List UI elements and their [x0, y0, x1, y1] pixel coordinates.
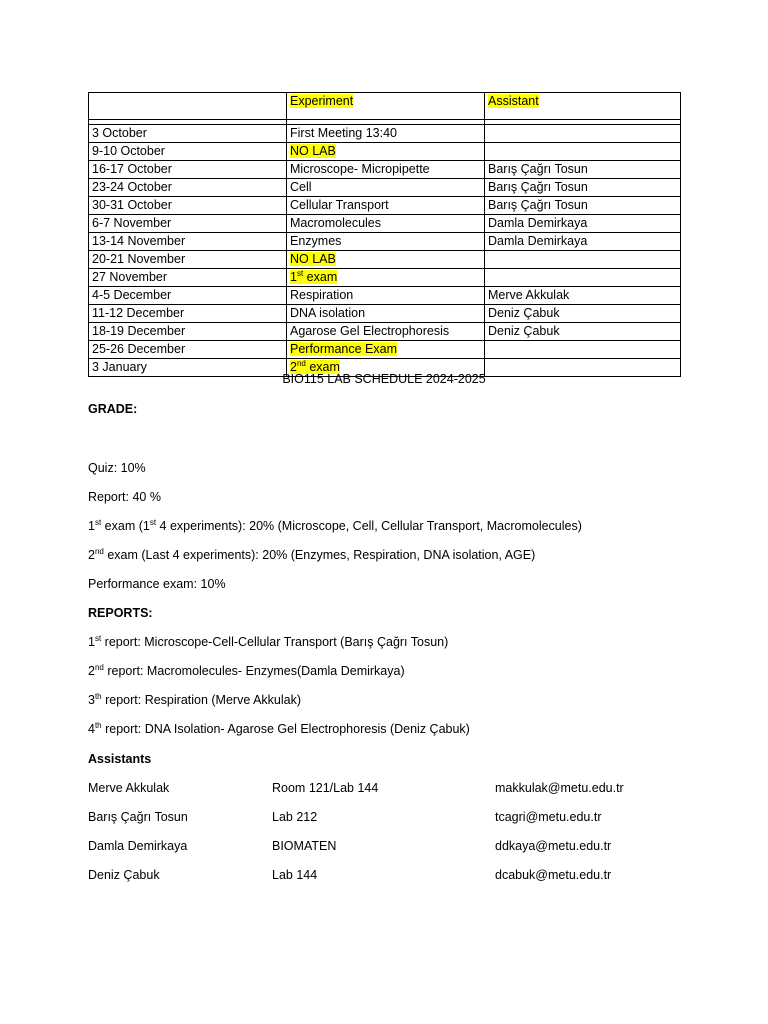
report-item: 4th report: DNA Isolation- Agarose Gel Electrophoresis (Deniz Çabuk) [88, 720, 470, 736]
row-date: 25-26 December [89, 341, 287, 359]
table-caption: BIO115 LAB SCHEDULE 2024-2025 [282, 372, 486, 386]
row-date: 9-10 October [89, 143, 287, 161]
row-experiment: Microscope- Micropipette [287, 161, 485, 179]
row-experiment: Enzymes [287, 233, 485, 251]
assistant-email: makkulak@metu.edu.tr [495, 781, 624, 795]
row-experiment: Cell [287, 179, 485, 197]
row-experiment: NO LAB [287, 251, 485, 269]
table-row [89, 179, 681, 197]
row-date: 3 January [89, 359, 287, 377]
row-date: 27 November [89, 269, 287, 287]
table-row [89, 341, 681, 359]
table-row [89, 251, 681, 269]
report-item: 3th report: Respiration (Merve Akkulak) [88, 691, 302, 707]
assistants-heading: Assistants [88, 752, 152, 766]
table-row [89, 323, 681, 341]
table-row [89, 215, 681, 233]
row-assistant [485, 251, 681, 269]
header-assistant: Assistant [485, 93, 681, 120]
row-date: 16-17 October [89, 161, 287, 179]
row-experiment: 1st exam [287, 269, 485, 287]
grade-exam2: 2nd exam (Last 4 experiments): 20% (Enzymes, Respiration, DNA isolation, AGE) [88, 546, 536, 562]
row-date: 6-7 November [89, 215, 287, 233]
row-experiment: DNA isolation [287, 305, 485, 323]
row-assistant: Damla Demirkaya [485, 215, 681, 233]
grade-exam1: 1st exam (1st 4 experiments): 20% (Microscope, Cell, Cellular Transport, Macromolecules) [88, 517, 582, 533]
row-date: 3 October [89, 125, 287, 143]
table-row [89, 143, 681, 161]
row-assistant: Damla Demirkaya [485, 233, 681, 251]
row-experiment: Macromolecules [287, 215, 485, 233]
row-assistant [485, 125, 681, 143]
grade-quiz: Quiz: 10% [88, 461, 146, 475]
row-date: 30-31 October [89, 197, 287, 215]
row-date: 20-21 November [89, 251, 287, 269]
row-assistant [485, 143, 681, 161]
assistant-name: Merve Akkulak [88, 781, 170, 795]
grade-performance: Performance exam: 10% [88, 577, 226, 591]
lab-schedule-table [88, 92, 681, 377]
assistant-name: Damla Demirkaya [88, 839, 188, 853]
grade-heading: GRADE: [88, 402, 138, 416]
row-date: 18-19 December [89, 323, 287, 341]
row-date: 4-5 December [89, 287, 287, 305]
row-experiment: Performance Exam [287, 341, 485, 359]
assistant-email: dcabuk@metu.edu.tr [495, 868, 612, 882]
header-experiment: Experiment [287, 93, 485, 120]
table-row [89, 161, 681, 179]
grade-report: Report: 40 % [88, 490, 161, 504]
row-assistant [485, 269, 681, 287]
row-experiment: NO LAB [287, 143, 485, 161]
table-row [89, 197, 681, 215]
assistant-room: BIOMATEN [272, 839, 337, 853]
row-date: 23-24 October [89, 179, 287, 197]
row-assistant: Merve Akkulak [485, 287, 681, 305]
assistant-room: Room 121/Lab 144 [272, 781, 379, 795]
row-experiment: Agarose Gel Electrophoresis [287, 323, 485, 341]
assistant-room: Lab 212 [272, 810, 318, 824]
assistant-email: tcagri@metu.edu.tr [495, 810, 602, 824]
assistant-name: Barış Çağrı Tosun [88, 810, 188, 824]
table-header-row [89, 93, 681, 120]
row-assistant: Deniz Çabuk [485, 323, 681, 341]
report-item: 2nd report: Macromolecules- Enzymes(Damla Demirkaya) [88, 662, 405, 678]
row-assistant: Barış Çağrı Tosun [485, 161, 681, 179]
row-assistant: Deniz Çabuk [485, 305, 681, 323]
row-experiment: First Meeting 13:40 [287, 125, 485, 143]
assistant-email: ddkaya@metu.edu.tr [495, 839, 612, 853]
row-assistant [485, 341, 681, 359]
row-date: 11-12 December [89, 305, 287, 323]
table-row [89, 269, 681, 287]
assistant-room: Lab 144 [272, 868, 318, 882]
table-row [89, 233, 681, 251]
row-assistant: Barış Çağrı Tosun [485, 197, 681, 215]
assistant-name: Deniz Çabuk [88, 868, 160, 882]
reports-heading: REPORTS: [88, 606, 153, 620]
header-date [89, 93, 287, 120]
table-row [89, 125, 681, 143]
row-experiment: Respiration [287, 287, 485, 305]
row-experiment: 2nd exam [287, 359, 485, 377]
row-date: 13-14 November [89, 233, 287, 251]
row-assistant: Barış Çağrı Tosun [485, 179, 681, 197]
table-row [89, 287, 681, 305]
report-item: 1st report: Microscope-Cell-Cellular Transport (Barış Çağrı Tosun) [88, 633, 449, 649]
table-row [89, 305, 681, 323]
row-experiment: Cellular Transport [287, 197, 485, 215]
